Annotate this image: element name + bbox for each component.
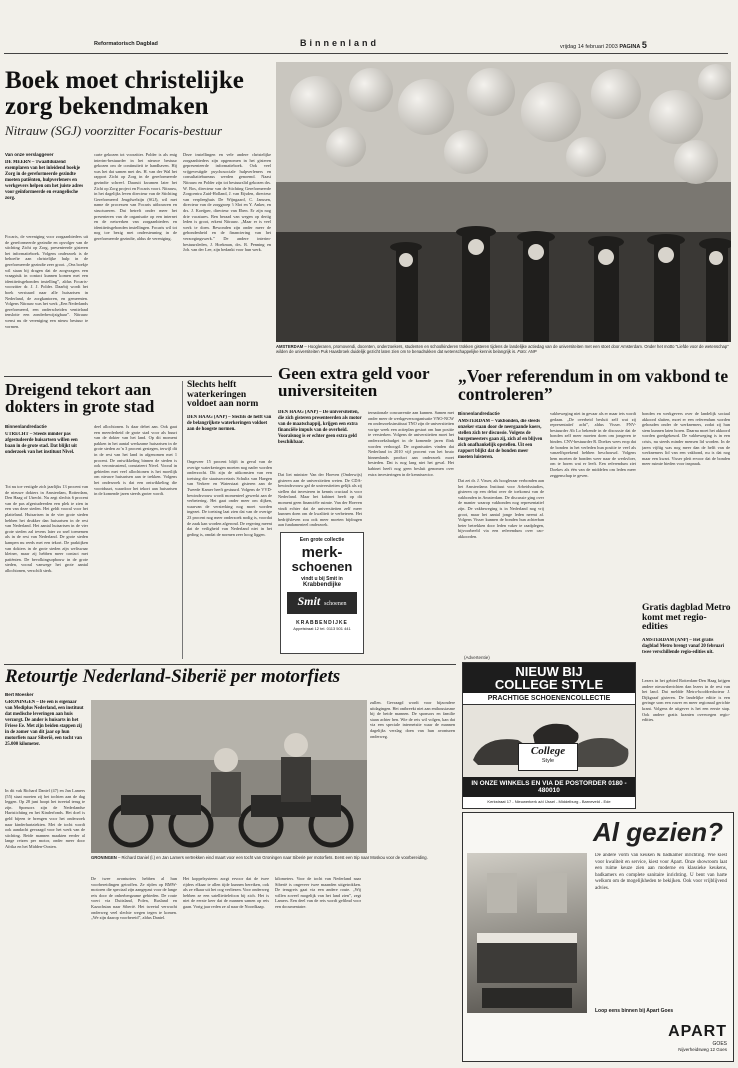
ad-apart-body: De andere vorm van keuken & badkamer inrichting. Wie kiest voor kwaliteit en service, kiest voor Apart. Onze showroom laat een ruime keuze zien aan moderne en klassieke keukens, badkamers en complete sanitaire inrichting. U bent van harte welkom om de mogelijkheden te bekijken. Ook voor vrijblijvend advies. <box>595 853 727 891</box>
photo-motorcyclists <box>91 700 367 853</box>
dokters-lead: UTRECHT – Steeds minder pas afgestudeerde huisartsen willen een baan in de grote stad. Dat blijkt uit onderzoek van het instituut Nivel. <box>5 432 78 455</box>
ad-college-banner-3: PRACHTIGE SCHOENENCOLLECTIE <box>463 693 635 705</box>
ad-apart-kitchen-graphic <box>467 853 587 1013</box>
rule-siberie <box>4 664 456 665</box>
motorcyclists-photo-graphic <box>91 700 367 853</box>
main-column-1: Focaris, de vereniging voor zorgaanbieders uit de gereformeerde gezindte en opvolger van de stichting Zicht op Zorg, presenteerde gisteren het informatieboek. Volgens onderzoek is de behoefte aan christelijke hulp in de gereformeerde gezindte zeer groot. „Ons boekje wil staan bij dragen dat de zorgvragers een vraagstuk in contact kunnen komen met een identiteitsgebonden instelling”, aldus Focaris-voorzitter dr. J. J. Polder. Daarbij wordt het boek verstuurd naar alle huisartsen in Nederland, de zorgkantoren, en gemeenten. Volgens Nitrauw was het werk „Een Nederlands gereformeerd, een onderscheiden ventieland tenslotte een zonderbewijzigbaar”. Nitrauw wenst nu de vereniging een nieuw bestuur te vormen. <box>5 234 88 329</box>
main-column-2: carte gekozen tot voorzitter. Polder is als enig interim-bestuurder in het nieuwe bestuur gekozen om de continuïteit te handhaven. Hij was het dat samen met drs. H. van der Wal het rapport Zicht op Zorg in de gereformeerde gezindte schreef. Daaruit kwamen later het Zicht op Zorg project en Focaris voort. Nitrauw, in het dagelijks leven directeur van de Stichting Gereformeerd Jeugdwelzijn (SGJ), wil met name de processen van Focaris uitbouwen en structureren. Dat betreft onder meer het presenteren van de organisatie op een internet en de netwerken van zorgaanbieders en identiteitsgebonden instellingen. Focaris wil tot nog toe bezig met ondersteuning in de gereformeerde gezindte, aldus de vereniging. <box>94 152 177 241</box>
metro-body: Lezers in het gebied Rotterdam-Den Haag krijgen andere nieuwsberichten dan lezers in de rest van het land. Dat meldde Metro-hoofdredacteur J. Dijkgraaf gisteren. De landelijke editie is een geringe som een ruwer en meer regionaal gerichte krant. Volgens de uitgever is het een eerste stap. Ook andere gratis kranten overwegen regio-edities. <box>642 678 730 723</box>
photo-top-caption-place: AMSTERDAM <box>276 344 304 349</box>
metro-lead: AMSTERDAM (ANP) – Het gratis dagblad Metro brengt vanaf 20 februari twee verschillende regio-edities uit. <box>642 638 725 655</box>
ad-smit-footer2: Appelstraat 12 tel. 0113 501 441 <box>293 626 351 631</box>
geld-headline: Geen extra geld voor universiteiten <box>278 364 430 401</box>
masthead-date <box>560 40 647 50</box>
ad-apart-headline: Al gezien? <box>593 817 724 847</box>
main-subtitle: Nitrauw (SGJ) voorzitter Focaris-bestuur <box>5 123 223 138</box>
photo-top-credit: Foto: ANP <box>517 349 537 355</box>
referendum-byline: Binnenlandredactie <box>458 411 500 416</box>
ad-smit-big2: schoenen <box>291 559 353 574</box>
ad-smit-footer: KRABBENDIJKE <box>296 620 348 626</box>
ad-college-logo-text: College <box>530 745 566 757</box>
masthead-rule <box>4 53 728 54</box>
ad-smit-line3: vindt u bij Smit in <box>301 576 343 582</box>
dokters-byline: Binnenlandredactie <box>5 424 47 429</box>
main-lead: DE MEERN – Twaalfduizend exemplaren van het inleidend boekje Zorg in de gereformeerde gezindte moeten patiënten, hulpverleners en werkgevers helpen om het juiste adres voor geïnformeerde en evangelische zorg. <box>5 160 84 201</box>
metro-headline: Gratis dagblad Metro komt met regio-edities <box>642 603 731 633</box>
waterkering-lead: DEN HAAG (ANP) – Slechts de helft van de belangrijkste waterkeringen voldoet aan de hoogste normen. <box>187 415 272 432</box>
siberie-column-5: zullen. Gevraagd wordt voor bijzondere uitdagingen. Het ontbreekt niet aan enthousiasme bij de beide mannen. De sponsors en familie staan achter hen. Wie de reis wil volgen, kan dat via een speciale internetsite waar de mannen dagelijks verslag doen van hun avonturen onderweg. <box>370 700 455 739</box>
siberie-headline: Retourtje Nederland-Siberië per motorfiets <box>5 666 341 687</box>
waterkering-body: Ongeveer 15 procent blijft in geval van de overige waterkeringen moeten nog nader worden onderzocht. Dit zijn de uitkomsten van een toetsing die staatssecretaris Schultz van Haegen van Verkeer en Waterstaat gisteren aan de Tweede Kamer heeft gestuurd. Volgens de VVD-bewindsvrouw wordt momenteel gewerkt aan de verbetering. Het gaat onder meer om dijken, waarvan de versterking nog moet worden ingezet. De toetsing laat zien dat van de overige 23 procent nog meer onderzoek nodig is, voordat de zaak kan worden afgerond. De regering meent dat de veiligheid van Nederland niet in het geding is, omdat de normen zeer hoog liggen. <box>187 459 272 537</box>
ad-apart-logo <box>651 1023 727 1055</box>
ad-college-banner-2: COLLEGE STYLE <box>494 677 604 692</box>
dokters-column-1: Tot nu toe vestigde zich jaarlijks 13 procent van de nieuwe dokters in Amsterdam, Rotterdam, Den Haag of Utrecht. Nu zegt slechts 6 procent van de pas afgestudeerden een plek te zien in een van deze steden. Het geldt vooral voor het platteland. Huisartsen in de vier grote steden hebben het drukker dan huisartsen in de rest van Nederland. Het aantal huisartsen in de vier grote steden zal tevens later zo snel toenemen als in de rest van Nederland. De grote steden kampen nu reeds met een tekort. De praktijken van dokters in de grote steden zijn weliswaar kleiner, maar zij hebben meer contact met patiënten. De bevolkingsopbouw in de grote steden, vooral vanwege het grote aantal allochtonen, verschilt sterk. <box>5 484 88 573</box>
dokters-separator <box>182 381 183 659</box>
siberie-column-4: kilometers. Voor de tocht van Nederland naar Siberië is ongeveer twee maanden uitgetrokken. De terugreis gaat via een andere route. „Wij willen zoveel mogelijk van het land zien”, zegt Lamers. Een deel van de reis wordt gefilmd voor een documentaire. <box>275 876 361 909</box>
siberie-column-2: De twee avonturiers hebben al hun voorbereidingen getroffen. Ze rijden op BMW-motoren die speciaal zijn aangepast voor de lange reis door de onherbergzame gebieden. De route voert via Duitsland, Polen, Rusland en Kazachstan naar Siberië. Het tweetal verwacht onderweg veel slechte wegen tegen te komen. „We zijn daarop voorbereid”, aldus Daniel. <box>91 876 177 921</box>
siberie-photo-caption-place: GRONINGEN <box>91 855 117 860</box>
referendum-column-2: vakbeweging niet in gevaar als er maar iets wordt gedaan. „De overheid besluit zelf wat zij representatief acht”, aldus Visser. FNV-bestuurder Ab Lo bekende in de discussie dat de bonden zelf meer moeten doen om jongeren te binden. CNV-bestuurder R. Doekes wees erop dat de bonden in het verleden hun positie te veel als vanzelfsprekend hebben beschouwd. Volgens hem moeten de bonden weer naar de werkvloer, om te horen wat er leeft. Een referendum ziet Doekes als één van de middelen om leden meer zeggenschap te geven. <box>550 411 636 478</box>
referendum-column-3: bonden en werkgevers over de landelijk sociaal akkoord sluiten, moet er een referendum worden gehouden onder de werknemers, zodat zij hun stem kunnen laten horen. Daarna moet het akkoord worden goedgekeurd. De vakbeweging is in een crisis, nu steeds minder mensen lid worden. In de jaren vijftig was nog meer dan de helft van de werknemers lid van een vakbond, nu is dat nog maar een kwart. Visser pleit ervoor dat de bonden meer ruimte bieden voor inspraak. <box>642 411 730 467</box>
siberie-lead: GRONINGEN – De een is eigenaar van Mediplus Nederland, een instituut dat medische leveringen aan huis verzorgt. De ander is huisarts in het Friese Ee. Met zijn beiden stappen zij in de zomer van dit jaar op hun motorfiets naar Siberië, een tocht van 25.000 kilometer. <box>5 700 84 747</box>
waterkering-headline: Slechts helft waterkeringen voldoet aan norm <box>187 380 259 410</box>
ad-apart-logo-text: APART <box>668 1023 727 1040</box>
ad-apart-photo <box>467 853 587 1013</box>
masthead-date-text: vrijdag 14 februari 2003 <box>560 44 618 50</box>
siberie-byline: Bert Moesker <box>5 692 34 697</box>
geld-column-2: ternationale concurrentie aan kunnen. Samen met onder meer de werkgeversorganisatie VNO-NCW en onderzoeksinstituut TNO zijn de universiteiten vorige week een actieplan gestart om hun positie te versterken. Volgens de universiteiten moet het onderzoeksbudget in de komende jaren flink worden verhoogd. De organisaties vinden dat Nederland in 2010 vijf procent van het bruto binnenlands product aan onderzoek moet besteden. Dat is nog lang niet het geval. Het kabinet heeft nog geen besluit genomen over extra investeringen in de kennissector. <box>368 410 454 477</box>
ad-college-style <box>462 662 636 809</box>
photo-top-caption-text: – Hoogleraren, promovendi, docenten, onderzoekers, studenten en schoolkinderen trokken gisteren tijdens de landelijke actiedag van de universiteiten met een stoet door Amsterdam. Onder het motto "Liefde voor de wetenschap" wilden de universiteiten Puk Haasbroek duidelijk gezicht laten zien om te benadrukken dat wetenschappelijke kennis belangrijk is. <box>276 344 729 355</box>
ad-smit-brand2: schoenen <box>324 601 347 607</box>
ad-college-banner <box>463 663 635 693</box>
ad-college-label: (Advertentie) <box>464 655 490 660</box>
geld-lead: DEN HAAG (ANP) – De universiteiten, die zich gisteren presenteerden als motor van de maatschappij, krijgen een extra financiële impuls van de overheid. Vooralsnog is er echter geen extra geld beschikbaar. <box>278 410 362 445</box>
main-headline: Boek moet christelijke zorg bekendmaken <box>5 67 244 120</box>
referendum-lead: AMSTERDAM – Vakbonden, die steeds onzeker staan door de neergaande koers, stellen zich ter discussie. Volgens de burgemeesters gaan zij, zich af en blijven zich onafhankelijk opstellen. Uit een rapport blijkt dat de bonden meer moeten luisteren. <box>458 419 543 460</box>
siberie-column-1: In dit vak Richard Daniel (47) en Jan Lamers (55) staat moeten zij het tochten aan de dag leggen. Op 28 juni hoopt het tweetal terug te zijn. Sponsors zijn de Nederlandse Hartstichting en het Kinderfonds. Het doel is geld bijeen te brengen voor het onderzoek naar kinderhartziekten. Met de tocht wordt ook aandacht gevraagd voor het werk van de stichting. Beide mannen maakten eerder al lange reizen per motor, onder meer door Afrika en het Midden-Oosten. <box>5 788 85 849</box>
ad-apart-tag: Loop eens binnen bij Apart Goes <box>595 1008 674 1014</box>
ad-apart <box>462 812 734 1062</box>
masthead-page-label: PAGINA <box>619 44 641 50</box>
ad-college-visual <box>463 705 635 777</box>
ad-college-logo-sub: Style <box>541 758 555 764</box>
photo-academic-procession <box>276 62 731 342</box>
masthead-page-number: 5 <box>641 40 647 50</box>
siberie-column-3: Het koppelsysteem zorgt ervoor dat de twee rijders elkaar te allen tijde kunnen bereiken, ook als ze elkaar uit het oog verliezen. Voor onderweg hebben ze een satelliettelefoon bij zich. Het is niet de eerste keer dat de mannen samen op reis gaan. Vorig jaar reden ze al naar de Noordkaap. <box>183 876 269 909</box>
procession-photo-graphic <box>276 62 731 342</box>
ad-smit-town: Krabbendijke <box>302 582 341 588</box>
ad-smit-line1: Een grote collectie <box>299 537 345 543</box>
ad-apart-address: Nijverheidsweg 12 Goes <box>678 1047 727 1052</box>
siberie-photo-caption-text: – Richard Daniel (l.) en Jan Lamers vertrekken eind maart voor een tocht van Groningen naar Siberië per motorfiets. Eerst een trip naar Moskou voor de voorbereiding. <box>116 855 428 860</box>
main-byline: Van onze verslaggever <box>5 152 54 157</box>
referendum-column-1: Dat zei dr. J. Visser, als hoogleraar verbonden aan het Amsterdams Instituut voor Arbeidsstudies, gisteren op een debat over de toekomst van de vakbonden in Amsterdam. De discussie ging over de manier waarop vakbonden nog representatief zijn. De vakbeweging is in Nederland nog vrij groot, maar het aantal jonge leden neemt af. Volgens Visser kunnen de bonden hun achterban beter betrekken door leden vaker te raadplegen, bijvoorbeeld via een referendum over cao-akkoorden. <box>458 478 544 539</box>
dokters-headline: Dreigend tekort aan dokters in grote stad <box>5 380 155 417</box>
siberie-photo-caption <box>91 855 453 873</box>
geld-column-1: Dat liet minister Van der Hoeven (Onderwijs) gisteren aan de universiteiten weten. De CDA-bewindsvrouw gaf de universiteiten gelijk als zij stellen dat investeren in kennis cruciaal is voor Nederland. Maar het kabinet heeft op dit moment geen financiële ruimte. Van der Hoeven vindt echter dat de universiteiten zelf meer kunnen doen om de kwaliteit te verbeteren. Het bedrijfsleven zou ook meer moeten bijdragen aan fundamenteel onderzoek. <box>278 472 362 528</box>
rule-left-section <box>4 376 272 377</box>
ad-college-fineprint: Kerkstraat 17 - Nieuwerkerk a/d IJssel - Middelburg - Barneveld - Ede <box>487 799 611 804</box>
masthead-paper: Reformatorisch Dagblad <box>94 41 158 47</box>
main-column-3: Deze instellingen en vele andere christelijke zorgaanbieders zijn opgenomen in het gisteren gepresenteerde informatieboek. Ook veel vrijgevestigde psychosociale hulpverleners en consultatiebureaus werden genoemd. Naast Nitrauw en Polder zijn tot bestuurslid gekozen drs. W. Bos, directeur van de Stichting Gereformeerde Zorgcentra Zuid-Holland, J. van Eijsden, directeur van verpleeghuis De Wijngaard, C. Janssen, directeur van de zorggroep 't Slot en Y. Anker, en drs. J. Koeijper, directeur van Eben. Er zijn nog drie vacatures. Ben beraad van wegen op dertig leden is groot, erkent Nitrauw. „Maar er is veel werk te doen. Bewonden zijn onder meer de gebondenheid en de financiering van het verzorgingswerk.” De andere interim-bestuursleden, J. Hoekman, drs. R. Penning en Joh. van der Lee, zijn bedankt voor hun werk. <box>183 152 271 253</box>
ad-smit-brand: Smit <box>297 594 321 608</box>
dokters-column-2: deel allochtonen. Is daar debet aan. Ook gaat een meerderheid de grote stad voor als buurt van de dokter van het land. Op dit moment pakken in het aantal werkzame huisartsen in de grote steden zo’n 3 procent gestegen, terwijl dit in de rest van het land in afgenomen met 1 procent. De ontwikkeling binnen de steden is ook verontrustend, constateert Nivel. Vooral in gebieden met veel allochtonen is het moeilijk om nieuwe huisartsen aan te trekken. Volgens het onderzoek is dat een ontwikkeling die voortduurt, waardoor het tekort aan huisartsen in de komende jaren steeds groter wordt. <box>94 424 177 497</box>
ad-smit-schoenen <box>280 532 364 654</box>
ad-apart-logo-sub: GOES <box>712 1041 727 1047</box>
referendum-headline: „Voer referendum in om vakbond te controleren” <box>458 366 729 404</box>
ad-smit-logo <box>287 592 357 614</box>
ad-college-logo <box>518 743 578 771</box>
masthead-section: Binnenland <box>300 38 379 48</box>
ad-smit-big1: merk- <box>301 544 343 561</box>
photo-top-caption <box>276 344 731 362</box>
ad-college-footer: IN ONZE WINKELS EN VIA DE POSTORDER 0180 - 480010 <box>463 777 635 797</box>
ad-college-banner-1: NIEUW BIJ <box>515 664 583 679</box>
